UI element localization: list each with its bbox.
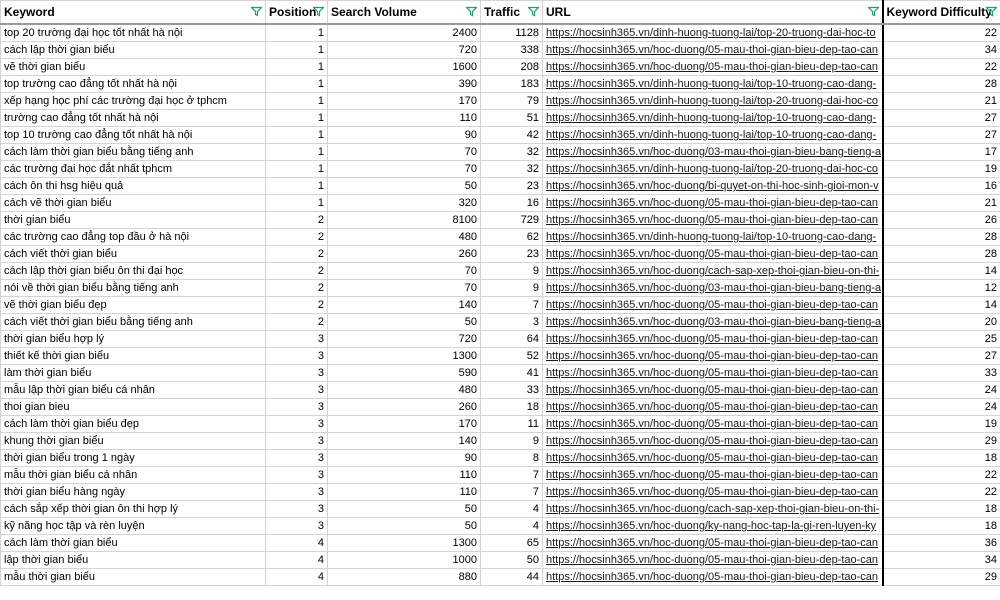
search-volume-cell: 170 xyxy=(328,93,481,110)
traffic-cell: 64 xyxy=(481,331,543,348)
url-link[interactable]: https://hocsinh365.vn/dinh-huong-tuong-lai/top-10-truong-cao-dang- xyxy=(543,127,883,144)
keyword-difficulty-cell: 27 xyxy=(883,110,1000,127)
table-row[interactable] xyxy=(1,229,1000,246)
url-link[interactable]: https://hocsinh365.vn/hoc-duong/05-mau-thoi-gian-bieu-dep-tao-can xyxy=(543,535,883,552)
search-volume-cell: 140 xyxy=(328,433,481,450)
url-link[interactable]: https://hocsinh365.vn/hoc-duong/03-mau-thoi-gian-bieu-bang-tieng-a xyxy=(543,314,883,331)
search-volume-cell: 110 xyxy=(328,467,481,484)
keyword-cell: trường cao đẳng tốt nhất hà nội xyxy=(1,110,266,127)
url-link[interactable]: https://hocsinh365.vn/dinh-huong-tuong-lai/top-20-truong-dai-hoc-co xyxy=(543,93,883,110)
search-volume-cell: 320 xyxy=(328,195,481,212)
search-volume-cell: 50 xyxy=(328,314,481,331)
search-volume-cell: 70 xyxy=(328,144,481,161)
position-cell: 4 xyxy=(266,535,328,552)
keyword-cell: nói về thời gian biểu bằng tiếng anh xyxy=(1,280,266,297)
search-volume-cell: 90 xyxy=(328,450,481,467)
traffic-cell: 8 xyxy=(481,450,543,467)
position-cell: 1 xyxy=(266,161,328,178)
keyword-cell: các trường đại học đắt nhất tphcm xyxy=(1,161,266,178)
keyword-difficulty-cell: 18 xyxy=(883,501,1000,518)
url-link[interactable]: https://hocsinh365.vn/hoc-duong/05-mau-thoi-gian-bieu-dep-tao-can xyxy=(543,246,883,263)
table-row[interactable] xyxy=(1,76,1000,93)
url-link[interactable]: https://hocsinh365.vn/hoc-duong/cach-sap-xep-thoi-gian-bieu-on-thi- xyxy=(543,501,883,518)
filter-icon[interactable] xyxy=(251,6,262,17)
header-url[interactable] xyxy=(543,1,883,25)
traffic-cell: 44 xyxy=(481,569,543,586)
table-row[interactable] xyxy=(1,161,1000,178)
traffic-cell: 79 xyxy=(481,93,543,110)
header-label: Keyword xyxy=(4,5,55,19)
traffic-cell: 41 xyxy=(481,365,543,382)
header-label: Keyword Difficulty xyxy=(886,5,992,19)
position-cell: 2 xyxy=(266,263,328,280)
position-cell: 3 xyxy=(266,467,328,484)
position-cell: 3 xyxy=(266,484,328,501)
keyword-cell: vẽ thời gian biểu xyxy=(1,59,266,76)
url-link[interactable]: https://hocsinh365.vn/hoc-duong/03-mau-thoi-gian-bieu-bang-tieng-a xyxy=(543,144,883,161)
keyword-difficulty-cell: 29 xyxy=(883,433,1000,450)
keyword-cell: các trường cao đẳng top đầu ở hà nội xyxy=(1,229,266,246)
traffic-cell: 7 xyxy=(481,484,543,501)
keyword-difficulty-cell: 21 xyxy=(883,93,1000,110)
position-cell: 1 xyxy=(266,144,328,161)
search-volume-cell: 50 xyxy=(328,518,481,535)
traffic-cell: 23 xyxy=(481,246,543,263)
url-link[interactable]: https://hocsinh365.vn/hoc-duong/05-mau-thoi-gian-bieu-dep-tao-can xyxy=(543,484,883,501)
filter-icon[interactable] xyxy=(466,6,477,17)
keyword-cell: top 20 trường đại học tốt nhất hà nội xyxy=(1,24,266,42)
filter-icon[interactable] xyxy=(986,6,997,17)
table-row[interactable] xyxy=(1,280,1000,297)
traffic-cell: 3 xyxy=(481,314,543,331)
table-row[interactable] xyxy=(1,416,1000,433)
position-cell: 3 xyxy=(266,450,328,467)
position-cell: 2 xyxy=(266,246,328,263)
keyword-difficulty-cell: 20 xyxy=(883,314,1000,331)
position-cell: 3 xyxy=(266,348,328,365)
keyword-cell: mẫu thời gian biểu cá nhân xyxy=(1,467,266,484)
traffic-cell: 9 xyxy=(481,433,543,450)
url-link[interactable]: https://hocsinh365.vn/hoc-duong/05-mau-thoi-gian-bieu-dep-tao-can xyxy=(543,348,883,365)
url-link[interactable]: https://hocsinh365.vn/hoc-duong/05-mau-thoi-gian-bieu-dep-tao-can xyxy=(543,433,883,450)
table-header xyxy=(1,1,1000,25)
keyword-difficulty-cell: 14 xyxy=(883,297,1000,314)
keyword-difficulty-cell: 25 xyxy=(883,331,1000,348)
table-row[interactable] xyxy=(1,246,1000,263)
keyword-cell: làm thời gian biểu xyxy=(1,365,266,382)
traffic-cell: 183 xyxy=(481,76,543,93)
url-link[interactable]: https://hocsinh365.vn/hoc-duong/cach-sap-xep-thoi-gian-bieu-on-thi- xyxy=(543,263,883,280)
keyword-difficulty-cell: 28 xyxy=(883,76,1000,93)
table-row[interactable] xyxy=(1,518,1000,535)
header-traffic[interactable] xyxy=(481,1,543,25)
keyword-cell: top 10 trường cao đẳng tốt nhất hà nội xyxy=(1,127,266,144)
header-label: URL xyxy=(546,5,571,19)
keyword-difficulty-cell: 27 xyxy=(883,127,1000,144)
url-link[interactable]: https://hocsinh365.vn/dinh-huong-tuong-lai/top-10-truong-cao-dang- xyxy=(543,76,883,93)
table-row[interactable] xyxy=(1,569,1000,586)
traffic-cell: 4 xyxy=(481,518,543,535)
url-link[interactable]: https://hocsinh365.vn/hoc-duong/05-mau-thoi-gian-bieu-dep-tao-can xyxy=(543,59,883,76)
position-cell: 2 xyxy=(266,297,328,314)
position-cell: 3 xyxy=(266,518,328,535)
traffic-cell: 7 xyxy=(481,297,543,314)
keyword-cell: khung thời gian biểu xyxy=(1,433,266,450)
keyword-difficulty-cell: 17 xyxy=(883,144,1000,161)
url-link[interactable]: https://hocsinh365.vn/hoc-duong/05-mau-thoi-gian-bieu-dep-tao-can xyxy=(543,467,883,484)
keyword-difficulty-cell: 28 xyxy=(883,246,1000,263)
header-search-volume[interactable] xyxy=(328,1,481,25)
position-cell: 4 xyxy=(266,552,328,569)
table-row[interactable] xyxy=(1,484,1000,501)
position-cell: 1 xyxy=(266,93,328,110)
position-cell: 1 xyxy=(266,178,328,195)
table-row[interactable] xyxy=(1,552,1000,569)
table-row[interactable] xyxy=(1,110,1000,127)
table-row[interactable] xyxy=(1,24,1000,42)
table-row[interactable] xyxy=(1,501,1000,518)
keyword-cell: cách làm thời gian biểu bằng tiếng anh xyxy=(1,144,266,161)
keyword-cell: mẫu lập thời gian biểu cá nhân xyxy=(1,382,266,399)
search-volume-cell: 110 xyxy=(328,484,481,501)
keyword-cell: thiết kế thời gian biểu xyxy=(1,348,266,365)
table-row[interactable] xyxy=(1,93,1000,110)
keyword-cell: thời gian biểu hợp lý xyxy=(1,331,266,348)
url-link[interactable]: https://hocsinh365.vn/hoc-duong/05-mau-thoi-gian-bieu-dep-tao-can xyxy=(543,552,883,569)
position-cell: 1 xyxy=(266,76,328,93)
keyword-cell: cách làm thời gian biểu đẹp xyxy=(1,416,266,433)
header-row xyxy=(1,1,1000,25)
url-link[interactable]: https://hocsinh365.vn/hoc-duong/05-mau-thoi-gian-bieu-dep-tao-can xyxy=(543,42,883,59)
filter-icon[interactable] xyxy=(313,6,324,17)
table-row[interactable] xyxy=(1,178,1000,195)
url-link[interactable]: https://hocsinh365.vn/hoc-duong/bi-quyet-on-thi-hoc-sinh-gioi-mon-v xyxy=(543,178,883,195)
search-volume-cell: 1300 xyxy=(328,535,481,552)
traffic-cell: 62 xyxy=(481,229,543,246)
url-link[interactable]: https://hocsinh365.vn/hoc-duong/05-mau-thoi-gian-bieu-dep-tao-can xyxy=(543,195,883,212)
keyword-cell: cách lập thời gian biểu ôn thi đại học xyxy=(1,263,266,280)
keyword-difficulty-cell: 34 xyxy=(883,42,1000,59)
traffic-cell: 32 xyxy=(481,144,543,161)
keyword-cell: thời gian biểu trong 1 ngày xyxy=(1,450,266,467)
keyword-difficulty-cell: 18 xyxy=(883,518,1000,535)
search-volume-cell: 1600 xyxy=(328,59,481,76)
url-link[interactable]: https://hocsinh365.vn/hoc-duong/05-mau-thoi-gian-bieu-dep-tao-can xyxy=(543,450,883,467)
search-volume-cell: 390 xyxy=(328,76,481,93)
url-link[interactable]: https://hocsinh365.vn/hoc-duong/05-mau-thoi-gian-bieu-dep-tao-can xyxy=(543,297,883,314)
keyword-difficulty-cell: 36 xyxy=(883,535,1000,552)
position-cell: 1 xyxy=(266,110,328,127)
table-row[interactable] xyxy=(1,297,1000,314)
position-cell: 2 xyxy=(266,280,328,297)
url-link[interactable]: https://hocsinh365.vn/hoc-duong/05-mau-thoi-gian-bieu-dep-tao-can xyxy=(543,212,883,229)
url-link[interactable]: https://hocsinh365.vn/dinh-huong-tuong-lai/top-10-truong-cao-dang- xyxy=(543,229,883,246)
position-cell: 3 xyxy=(266,433,328,450)
search-volume-cell: 880 xyxy=(328,569,481,586)
url-link[interactable]: https://hocsinh365.vn/hoc-duong/ky-nang-hoc-tap-la-gi-ren-luyen-ky xyxy=(543,518,883,535)
keyword-difficulty-cell: 16 xyxy=(883,178,1000,195)
search-volume-cell: 260 xyxy=(328,399,481,416)
search-volume-cell: 90 xyxy=(328,127,481,144)
search-volume-cell: 1000 xyxy=(328,552,481,569)
table-row[interactable] xyxy=(1,195,1000,212)
keyword-difficulty-cell: 22 xyxy=(883,467,1000,484)
search-volume-cell: 480 xyxy=(328,229,481,246)
table-row[interactable] xyxy=(1,59,1000,76)
keyword-difficulty-cell: 27 xyxy=(883,348,1000,365)
keyword-difficulty-cell: 18 xyxy=(883,450,1000,467)
keyword-cell: cách ôn thi hsg hiệu quả xyxy=(1,178,266,195)
url-link[interactable]: https://hocsinh365.vn/hoc-duong/03-mau-thoi-gian-bieu-bang-tieng-a xyxy=(543,280,883,297)
keyword-difficulty-cell: 12 xyxy=(883,280,1000,297)
traffic-cell: 729 xyxy=(481,212,543,229)
search-volume-cell: 720 xyxy=(328,331,481,348)
traffic-cell: 208 xyxy=(481,59,543,76)
search-volume-cell: 590 xyxy=(328,365,481,382)
traffic-cell: 33 xyxy=(481,382,543,399)
search-volume-cell: 110 xyxy=(328,110,481,127)
header-label: Search Volume xyxy=(331,5,417,19)
search-volume-cell: 170 xyxy=(328,416,481,433)
keyword-difficulty-cell: 14 xyxy=(883,263,1000,280)
position-cell: 1 xyxy=(266,127,328,144)
traffic-cell: 52 xyxy=(481,348,543,365)
traffic-cell: 32 xyxy=(481,161,543,178)
traffic-cell: 65 xyxy=(481,535,543,552)
table-row[interactable] xyxy=(1,450,1000,467)
traffic-cell: 9 xyxy=(481,280,543,297)
traffic-cell: 7 xyxy=(481,467,543,484)
url-link[interactable]: https://hocsinh365.vn/dinh-huong-tuong-lai/top-10-truong-cao-dang- xyxy=(543,110,883,127)
keyword-difficulty-cell: 26 xyxy=(883,212,1000,229)
position-cell: 3 xyxy=(266,382,328,399)
position-cell: 3 xyxy=(266,331,328,348)
keyword-difficulty-cell: 19 xyxy=(883,161,1000,178)
traffic-cell: 1128 xyxy=(481,24,543,42)
url-link[interactable]: https://hocsinh365.vn/hoc-duong/05-mau-thoi-gian-bieu-dep-tao-can xyxy=(543,416,883,433)
position-cell: 3 xyxy=(266,416,328,433)
table-row[interactable] xyxy=(1,127,1000,144)
search-volume-cell: 480 xyxy=(328,382,481,399)
keyword-cell: vẽ thời gian biểu đẹp xyxy=(1,297,266,314)
header-keyword-difficulty[interactable] xyxy=(883,1,1000,25)
traffic-cell: 16 xyxy=(481,195,543,212)
table-row[interactable] xyxy=(1,433,1000,450)
keyword-cell: mẫu thời gian biểu xyxy=(1,569,266,586)
url-link[interactable]: https://hocsinh365.vn/hoc-duong/05-mau-thoi-gian-bieu-dep-tao-can xyxy=(543,569,883,586)
table-row[interactable] xyxy=(1,348,1000,365)
keyword-difficulty-cell: 29 xyxy=(883,569,1000,586)
keyword-cell: thoi gian bieu xyxy=(1,399,266,416)
table-row[interactable] xyxy=(1,263,1000,280)
traffic-cell: 51 xyxy=(481,110,543,127)
traffic-cell: 50 xyxy=(481,552,543,569)
url-link[interactable]: https://hocsinh365.vn/hoc-duong/05-mau-thoi-gian-bieu-dep-tao-can xyxy=(543,331,883,348)
keyword-cell: xếp hạng học phí các trường đại học ở tphcm xyxy=(1,93,266,110)
search-volume-cell: 70 xyxy=(328,161,481,178)
traffic-cell: 23 xyxy=(481,178,543,195)
position-cell: 4 xyxy=(266,569,328,586)
header-keyword[interactable] xyxy=(1,1,266,25)
table-row[interactable] xyxy=(1,365,1000,382)
filter-icon[interactable] xyxy=(528,6,539,17)
search-volume-cell: 140 xyxy=(328,297,481,314)
table-row[interactable] xyxy=(1,331,1000,348)
keyword-difficulty-cell: 21 xyxy=(883,195,1000,212)
traffic-cell: 9 xyxy=(481,263,543,280)
search-volume-cell: 8100 xyxy=(328,212,481,229)
keyword-cell: thời gian biểu xyxy=(1,212,266,229)
filter-icon[interactable] xyxy=(868,6,879,17)
search-volume-cell: 260 xyxy=(328,246,481,263)
table-row[interactable] xyxy=(1,314,1000,331)
header-label: Position xyxy=(269,5,317,19)
url-link[interactable]: https://hocsinh365.vn/hoc-duong/05-mau-thoi-gian-bieu-dep-tao-can xyxy=(543,382,883,399)
url-link[interactable]: https://hocsinh365.vn/hoc-duong/05-mau-thoi-gian-bieu-dep-tao-can xyxy=(543,399,883,416)
keyword-cell: kỹ năng học tập và rèn luyện xyxy=(1,518,266,535)
header-position[interactable] xyxy=(266,1,328,25)
keyword-cell: cách làm thời gian biểu xyxy=(1,535,266,552)
keyword-cell: cách sắp xếp thời gian ôn thi hợp lý xyxy=(1,501,266,518)
keyword-difficulty-cell: 24 xyxy=(883,382,1000,399)
keyword-cell: lập thời gian biểu xyxy=(1,552,266,569)
keyword-cell: cách lập thời gian biểu xyxy=(1,42,266,59)
table-row[interactable] xyxy=(1,382,1000,399)
keyword-cell: cách vẽ thời gian biểu xyxy=(1,195,266,212)
table-row[interactable] xyxy=(1,535,1000,552)
keyword-difficulty-cell: 22 xyxy=(883,484,1000,501)
url-link[interactable]: https://hocsinh365.vn/dinh-huong-tuong-lai/top-20-truong-dai-hoc-to xyxy=(543,24,883,42)
position-cell: 2 xyxy=(266,212,328,229)
keyword-difficulty-cell: 33 xyxy=(883,365,1000,382)
table-row[interactable] xyxy=(1,399,1000,416)
traffic-cell: 4 xyxy=(481,501,543,518)
header-label: Traffic xyxy=(484,5,521,19)
search-volume-cell: 50 xyxy=(328,178,481,195)
keyword-difficulty-cell: 22 xyxy=(883,59,1000,76)
search-volume-cell: 720 xyxy=(328,42,481,59)
url-link[interactable]: https://hocsinh365.vn/dinh-huong-tuong-lai/top-20-truong-dai-hoc-co xyxy=(543,161,883,178)
keyword-difficulty-cell: 24 xyxy=(883,399,1000,416)
search-volume-cell: 70 xyxy=(328,280,481,297)
traffic-cell: 11 xyxy=(481,416,543,433)
position-cell: 1 xyxy=(266,195,328,212)
position-cell: 1 xyxy=(266,24,328,42)
position-cell: 1 xyxy=(266,42,328,59)
keyword-difficulty-cell: 19 xyxy=(883,416,1000,433)
position-cell: 2 xyxy=(266,229,328,246)
traffic-cell: 338 xyxy=(481,42,543,59)
keyword-difficulty-cell: 34 xyxy=(883,552,1000,569)
position-cell: 2 xyxy=(266,314,328,331)
search-volume-cell: 50 xyxy=(328,501,481,518)
position-cell: 3 xyxy=(266,501,328,518)
position-cell: 3 xyxy=(266,365,328,382)
position-cell: 3 xyxy=(266,399,328,416)
url-link[interactable]: https://hocsinh365.vn/hoc-duong/05-mau-thoi-gian-bieu-dep-tao-can xyxy=(543,365,883,382)
table-row[interactable] xyxy=(1,467,1000,484)
keyword-difficulty-cell: 22 xyxy=(883,24,1000,42)
keyword-cell: cách viết thời gian biểu bằng tiếng anh xyxy=(1,314,266,331)
traffic-cell: 42 xyxy=(481,127,543,144)
table-body xyxy=(1,24,1000,586)
keyword-cell: cách viết thời gian biểu xyxy=(1,246,266,263)
keyword-cell: top trường cao đẳng tốt nhất hà nội xyxy=(1,76,266,93)
table-row[interactable] xyxy=(1,42,1000,59)
keyword-cell: thời gian biểu hàng ngày xyxy=(1,484,266,501)
traffic-cell: 18 xyxy=(481,399,543,416)
search-volume-cell: 2400 xyxy=(328,24,481,42)
table-row[interactable] xyxy=(1,212,1000,229)
search-volume-cell: 1300 xyxy=(328,348,481,365)
table-row[interactable] xyxy=(1,144,1000,161)
search-volume-cell: 70 xyxy=(328,263,481,280)
position-cell: 1 xyxy=(266,59,328,76)
keyword-difficulty-cell: 28 xyxy=(883,229,1000,246)
